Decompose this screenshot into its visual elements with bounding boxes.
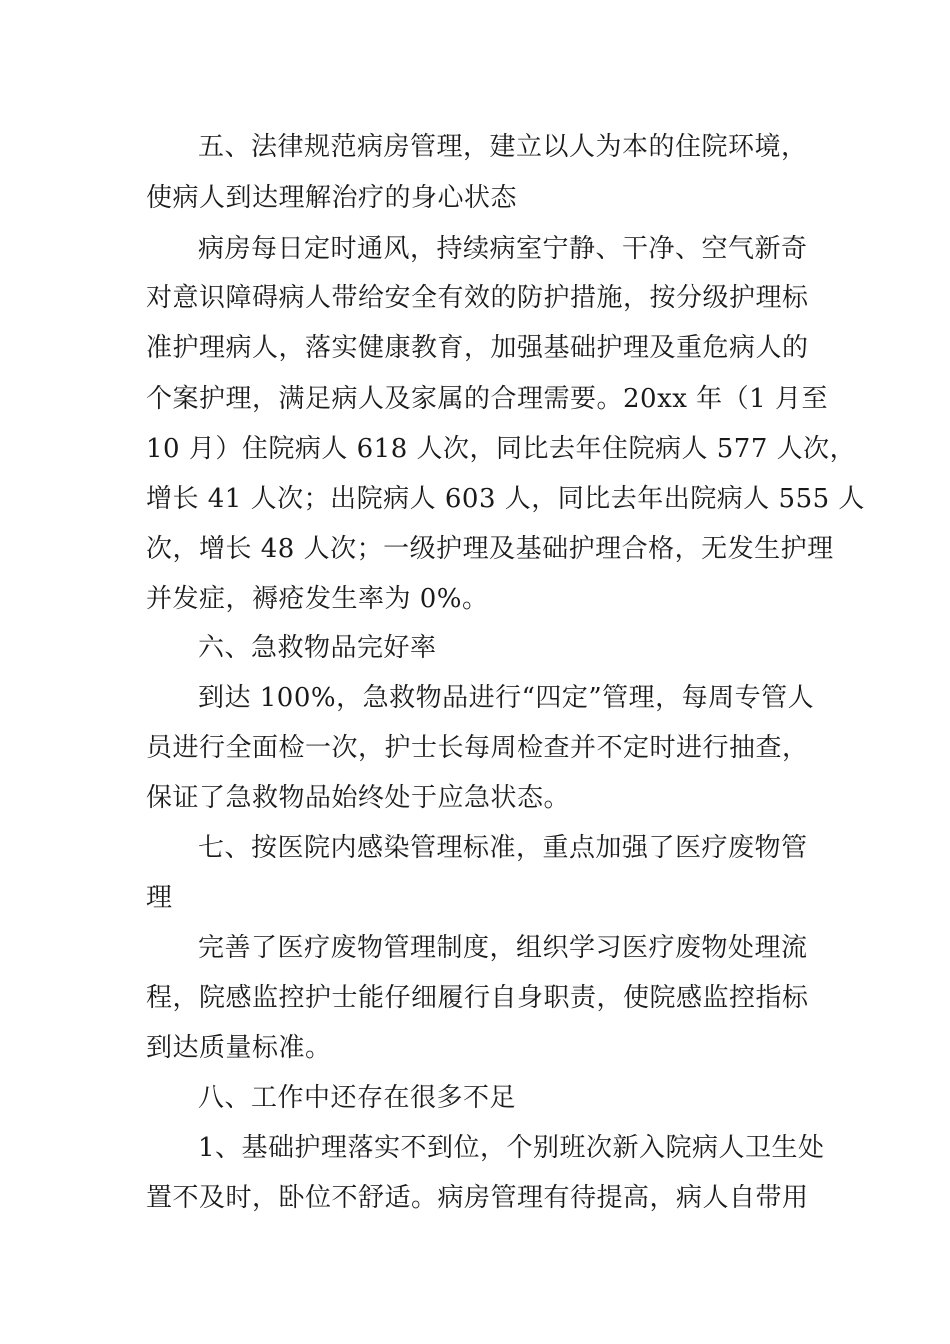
section-8-heading: 八、工作中还存在很多不足 (198, 1083, 517, 1113)
paragraph-line: 到达质量标准。 (146, 1033, 332, 1063)
paragraph-line: 员进行全面检一次，护士长每周检查并不定时进行抽查， (146, 733, 809, 763)
paragraph-line: 到达 100%，急救物品进行“四定”管理，每周专管人 (198, 683, 815, 713)
paragraph-line: 增长 41 人次；出院病人 603 人，同比去年出院病人 555 人 (146, 484, 865, 514)
paragraph-line: 次，增长 48 人次；一级护理及基础护理合格，无发生护理 (146, 534, 834, 564)
paragraph-line: 10 月）住院病人 618 人次，同比去年住院病人 577 人次， (146, 434, 857, 464)
paragraph-line: 病房每日定时通风，持续病室宁静、干净、空气新奇 (198, 234, 808, 264)
section-5-heading: 五、法律规范病房管理，建立以人为本的住院环境， (198, 132, 808, 162)
paragraph-line: 置不及时，卧位不舒适。病房管理有待提高，病人自带用 (146, 1183, 809, 1213)
section-7-heading-cont: 理 (146, 883, 173, 913)
paragraph-line: 个案护理，满足病人及家属的合理需要。20xx 年（1 月至 (146, 384, 828, 414)
section-7-heading: 七、按医院内感染管理标准，重点加强了医疗废物管 (198, 833, 808, 863)
paragraph-line: 保证了急救物品始终处于应急状态。 (146, 783, 571, 813)
paragraph-line: 对意识障碍病人带给安全有效的防护措施，按分级护理标 (146, 283, 809, 313)
paragraph-line: 程，院感监控护士能仔细履行自身职责，使院感监控指标 (146, 983, 809, 1013)
section-6-heading: 六、急救物品完好率 (198, 633, 437, 663)
paragraph-line: 1、基础护理落实不到位，个别班次新入院病人卫生处 (198, 1133, 825, 1163)
section-5-heading-cont: 使病人到达理解治疗的身心状态 (146, 183, 518, 213)
paragraph-line: 准护理病人，落实健康教育，加强基础护理及重危病人的 (146, 333, 809, 363)
paragraph-line: 并发症，褥疮发生率为 0%。 (146, 584, 489, 614)
paragraph-line: 完善了医疗废物管理制度，组织学习医疗废物处理流 (198, 933, 808, 963)
